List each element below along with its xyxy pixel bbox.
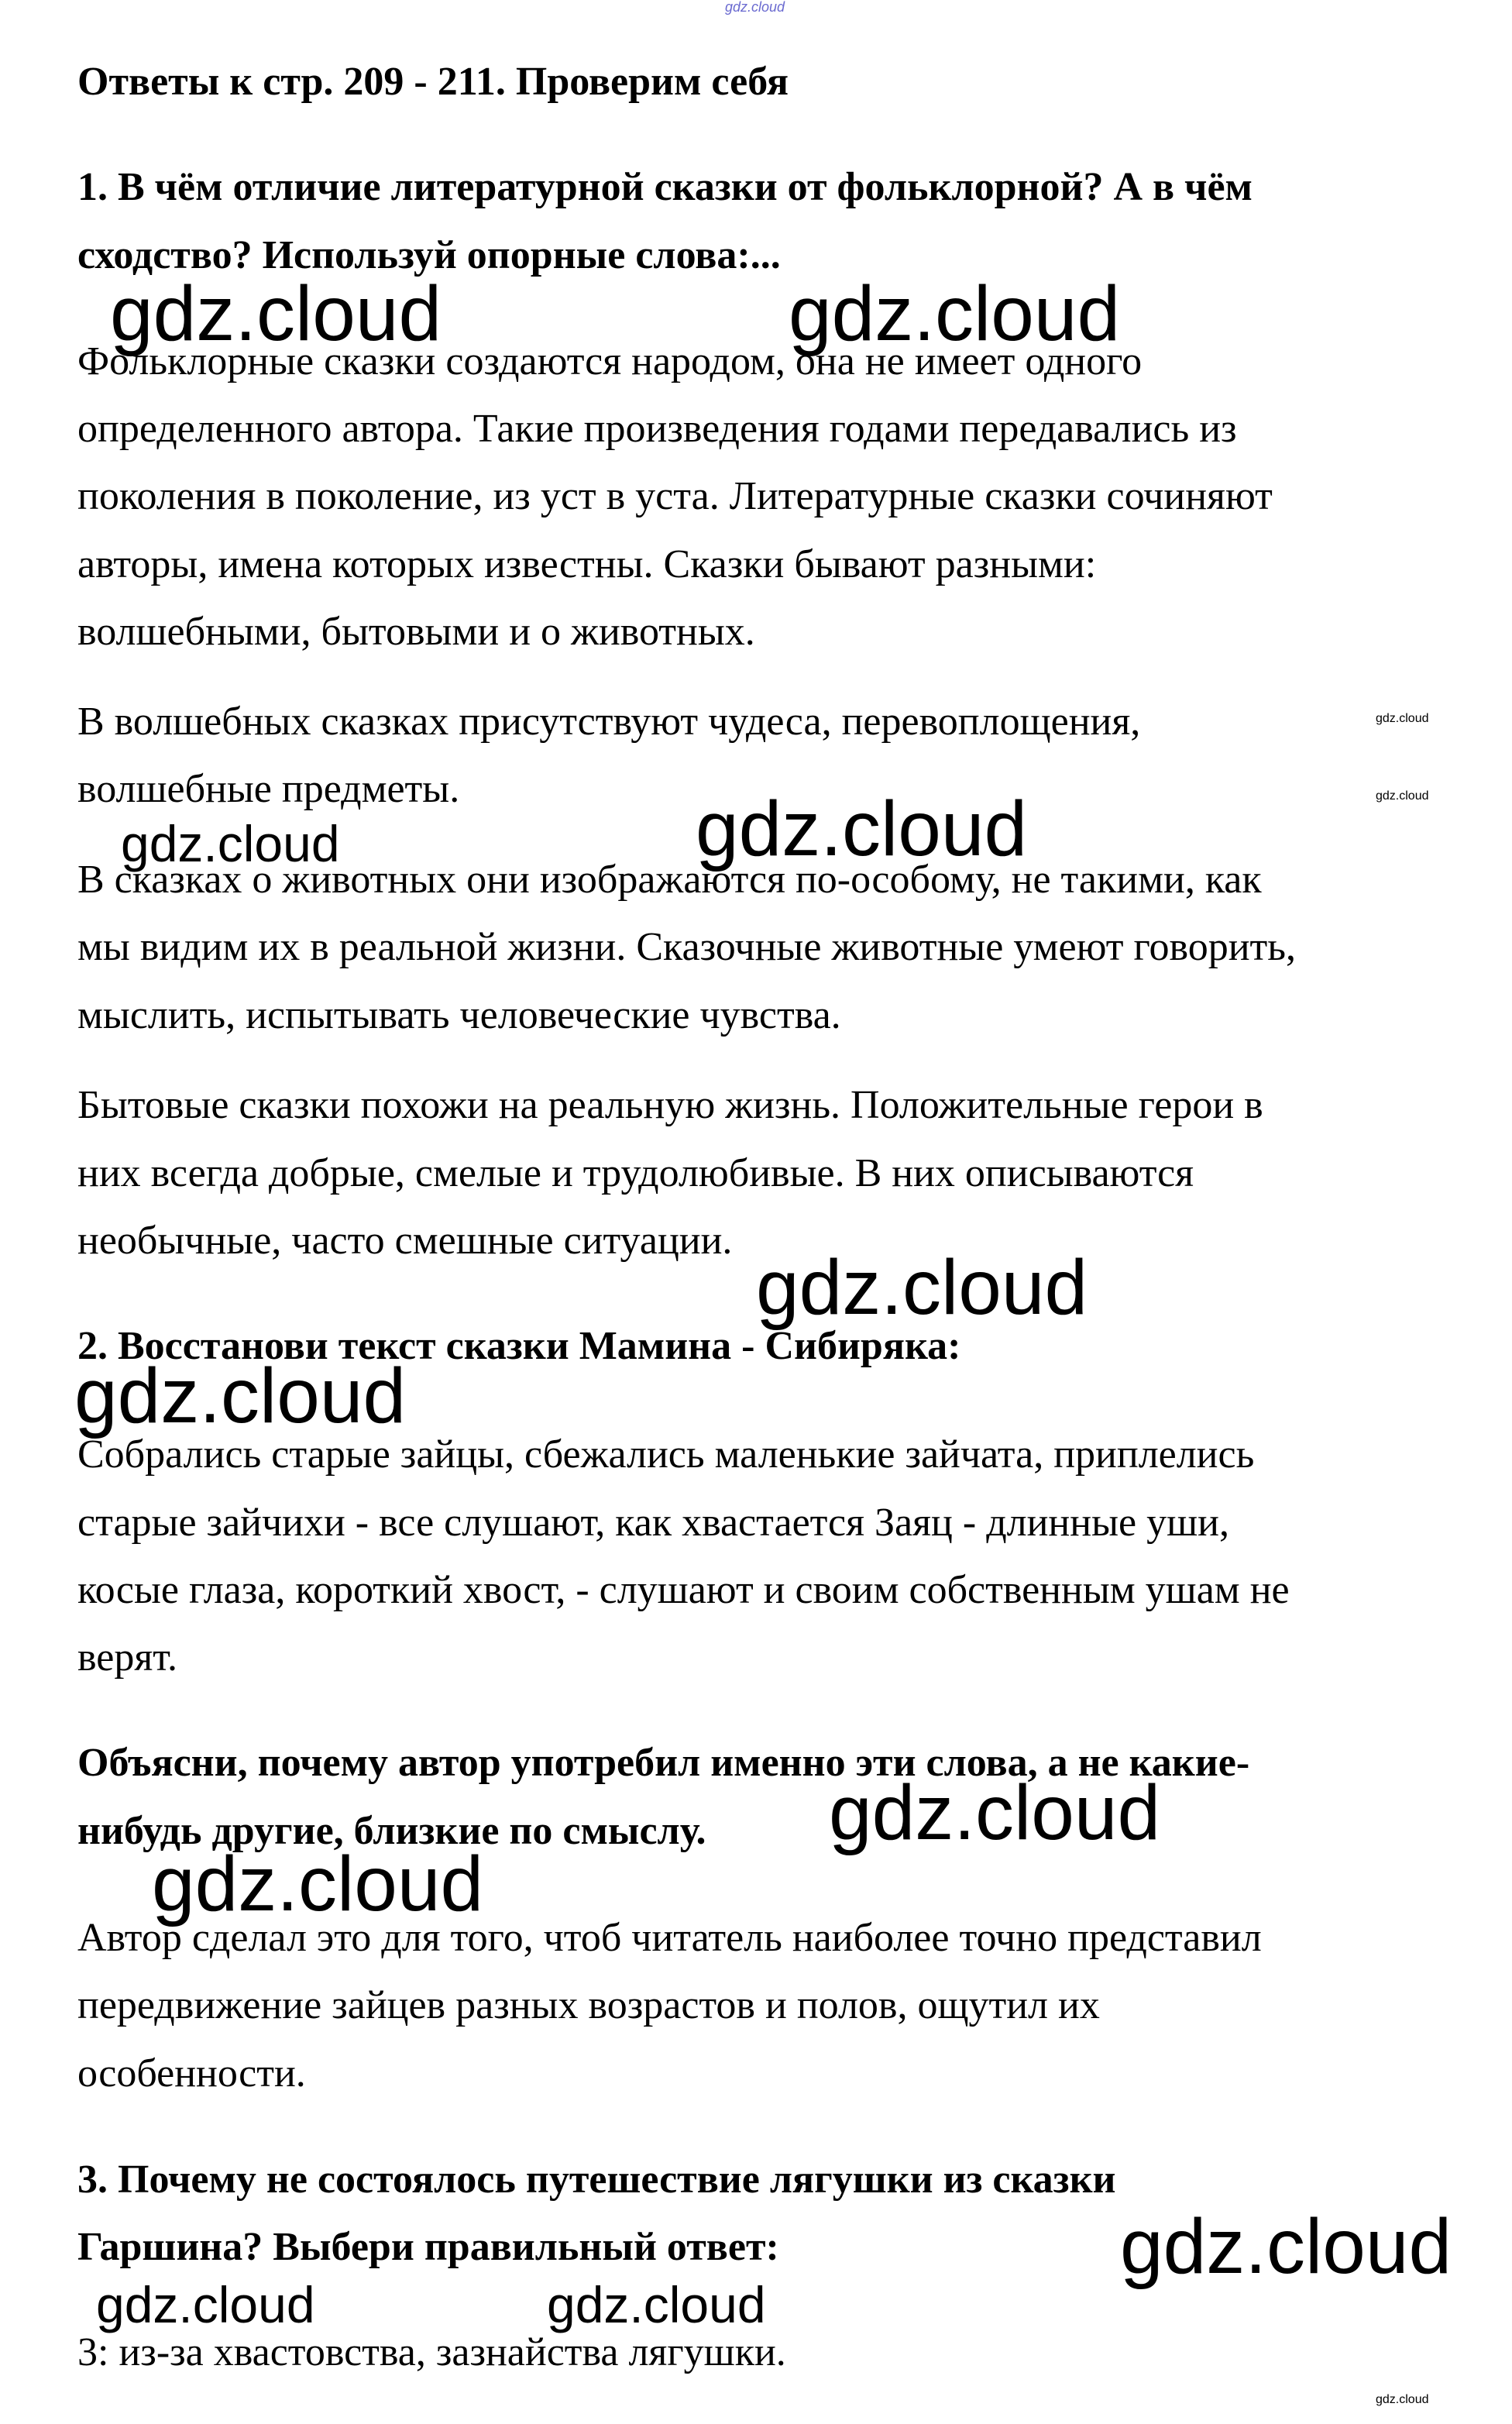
q1-answer-p3-line-2: мы видим их в реальной жизни. Сказочные животные умеют говорить, (77, 925, 1296, 969)
q2-answer-line-3: особенности. (77, 2051, 306, 2096)
q2-question: 2. Восстанови текст сказки Мамина - Сибиряка: (77, 1324, 961, 1368)
q2-answer-line-2: передвижение зайцев разных возрастов и полов, ощутил их (77, 1983, 1100, 2027)
watermark: gdz.cloud (1376, 2393, 1429, 2406)
watermark: gdz.cloud (1120, 2203, 1452, 2290)
q3-answer: 3: из-за хвастовства, зазнайства лягушки. (77, 2330, 786, 2374)
q2-subquestion-line-2: нибудь другие, близкие по смыслу. (77, 1809, 706, 1853)
q1-answer-p2-line-2: волшебные предметы. (77, 767, 460, 811)
q2-text-line-4: верят. (77, 1635, 178, 1680)
q1-answer-p1-line-4: авторы, имена которых известны. Сказки бывают разными: (77, 542, 1097, 586)
q3-question-line-2: Гаршина? Выбери правильный ответ: (77, 2225, 779, 2269)
q3-question-line-1: 3. Почему не состоялось путешествие лягушки из сказки (77, 2158, 1116, 2202)
q2-text-line-1: Собрались старые зайцы, сбежались маленькие зайчата, приплелись (77, 1432, 1255, 1477)
watermark: gdz.cloud (152, 1841, 484, 1927)
q2-answer-line-1: Автор сделал это для того, чтоб читатель наиболее точно представил (77, 1916, 1262, 1960)
watermark: gdz.cloud (547, 2276, 766, 2333)
watermark: gdz.cloud (829, 1769, 1161, 1856)
watermark: gdz.cloud (1376, 789, 1429, 803)
q1-answer-p3-line-3: мыслить, испытывать человеческие чувства. (77, 993, 841, 1037)
watermark: gdz.cloud (789, 270, 1121, 357)
q1-answer-p1-line-1: Фольклорные сказки создаются народом, она не имеет одного (77, 339, 1143, 383)
q1-answer-p1-line-5: волшебными, бытовыми и о животных. (77, 610, 755, 654)
watermark: gdz.cloud (1376, 712, 1429, 725)
page-heading: Ответы к стр. 209 - 211. Проверим себя (77, 60, 789, 104)
q2-text-line-3: косые глаза, короткий хвост, - слушают и своим собственным ушам не (77, 1568, 1290, 1612)
watermark: gdz.cloud (756, 1244, 1088, 1331)
watermark: gdz.cloud (696, 786, 1028, 872)
watermark: gdz.cloud (96, 2276, 315, 2333)
watermark: gdz.cloud (121, 815, 340, 872)
q1-question-line-1: 1. В чём отличие литературной сказки от фольклорной? А в чём (77, 165, 1253, 209)
q1-answer-p4-line-2: них всегда добрые, смелые и трудолюбивые. В них описываются (77, 1151, 1194, 1195)
q1-answer-p3-line-1: В сказках о животных они изображаются по-особому, не такими, как (77, 858, 1262, 902)
header-watermark: gdz.cloud (725, 0, 785, 15)
watermark: gdz.cloud (110, 270, 442, 357)
q1-answer-p4-line-3: необычные, часто смешные ситуации. (77, 1219, 733, 1263)
watermark: gdz.cloud (74, 1353, 407, 1439)
q1-answer-p2-line-1: В волшебных сказках присутствуют чудеса, перевоплощения, (77, 700, 1141, 744)
q1-question-line-2: сходство? Используй опорные слова:... (77, 233, 781, 277)
q1-answer-p1-line-2: определенного автора. Такие произведения годами передавались из (77, 407, 1237, 451)
q1-answer-p1-line-3: поколения в поколение, из уст в уста. Литературные сказки сочиняют (77, 474, 1273, 518)
q2-subquestion-line-1: Объясни, почему автор употребил именно эти слова, а не какие- (77, 1741, 1250, 1785)
q1-answer-p4-line-1: Бытовые сказки похожи на реальную жизнь. Положительные герои в (77, 1083, 1263, 1127)
q2-text-line-2: старые зайчихи - все слушают, как хвастается Заяц - длинные уши, (77, 1501, 1229, 1545)
